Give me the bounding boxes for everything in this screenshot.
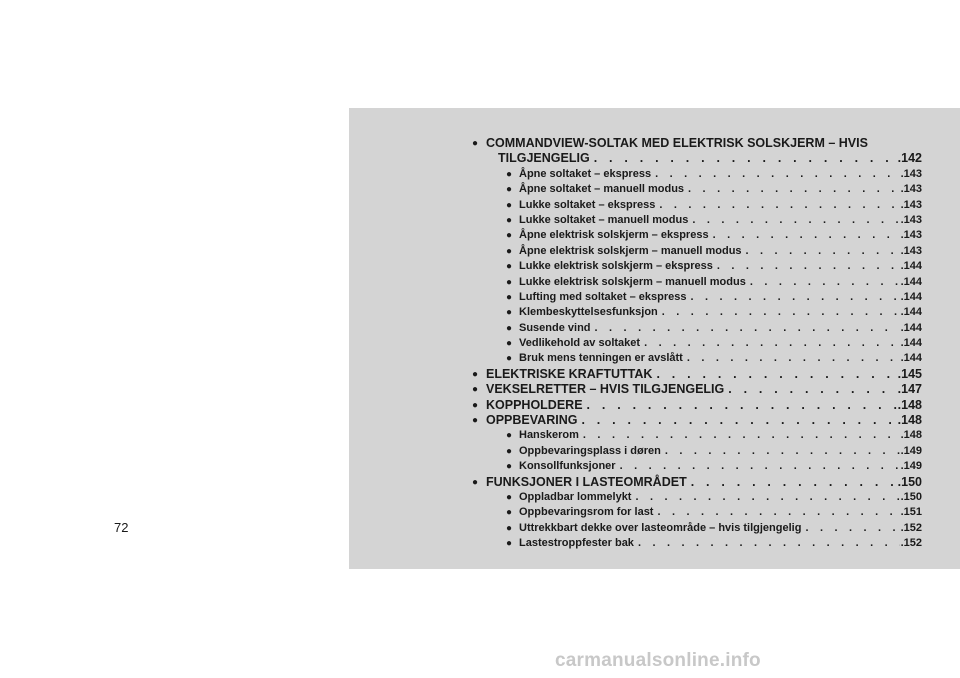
bullet-icon: ● [506, 322, 513, 334]
toc-entry[interactable] [470, 167, 922, 182]
bullet-icon: ● [472, 399, 479, 411]
bullet-icon: ● [506, 353, 513, 365]
bullet-icon: ● [472, 476, 479, 488]
bullet-icon: ● [506, 461, 513, 473]
toc-entry-label: Hanskerom [519, 429, 579, 442]
toc-entry-page: .145 [897, 366, 922, 381]
toc-entry-label: Bruk mens tenningen er avslått [519, 352, 683, 365]
dot-leader [587, 398, 897, 413]
bullet-icon: ● [506, 276, 513, 288]
bullet-icon: ● [506, 445, 513, 457]
bullet-icon: ● [506, 538, 513, 550]
dot-leader [687, 351, 900, 366]
toc-entry-label: Åpne elektrisk solskjerm – ekspress [519, 229, 709, 242]
dot-leader [691, 475, 897, 490]
toc-entry-page: .144 [900, 337, 922, 350]
toc-entry[interactable] [470, 505, 922, 520]
bullet-icon: ● [506, 184, 513, 196]
toc-entry[interactable] [470, 182, 922, 197]
bullet-icon: ● [506, 199, 513, 211]
bullet-icon: ● [506, 492, 513, 503]
toc-entry-page: .148 [897, 413, 922, 428]
dot-leader [656, 367, 896, 382]
bullet-icon: ● [506, 261, 513, 273]
dot-leader [691, 290, 900, 305]
toc-entry[interactable] [470, 336, 922, 351]
toc-entry-label: Lukke elektrisk solskjerm – ekspress [519, 260, 713, 273]
table-of-contents [470, 136, 922, 552]
dot-leader [662, 305, 900, 320]
watermark: carmanualsonline.info [555, 650, 761, 671]
toc-entry-page: .149 [900, 460, 922, 473]
dot-leader [692, 213, 899, 228]
dot-leader [746, 244, 900, 259]
toc-entry[interactable] [470, 398, 922, 413]
toc-entry[interactable] [470, 428, 922, 443]
bullet-icon: ● [506, 291, 513, 303]
toc-entry-page: .144 [900, 352, 922, 365]
toc-entry-page: .148 [897, 397, 922, 412]
dot-leader [659, 198, 899, 213]
toc-entry-page: .144 [900, 260, 922, 273]
page-number: 72 [114, 520, 129, 535]
toc-entry[interactable] [470, 367, 922, 382]
toc-entry[interactable] [470, 382, 922, 397]
dot-leader [717, 259, 900, 274]
toc-entry[interactable] [470, 536, 922, 551]
dot-leader [655, 167, 900, 182]
toc-entry-label-line1: COMMANDVIEW-SOLTAK MED ELEKTRISK SOLSKJERM – HVIS [486, 136, 868, 150]
bullet-icon: ● [506, 214, 513, 226]
dot-leader [583, 428, 900, 443]
toc-entry[interactable] [470, 259, 922, 274]
toc-entry-label: Klembeskyttelsesfunksjon [519, 306, 658, 319]
toc-entry-page: .143 [900, 244, 922, 257]
bullet-icon: ● [472, 384, 479, 396]
toc-entry-label: Vedlikehold av soltaket [519, 337, 641, 350]
dot-leader [638, 536, 900, 551]
toc-entry-label: Åpne soltaket – ekspress [519, 167, 652, 180]
toc-entry-page: .142 [897, 151, 922, 166]
bullet-icon: ● [506, 307, 513, 319]
toc-entry-label: Oppbevaringsrom for last [519, 506, 654, 519]
toc-entry-label: Konsollfunksjoner [519, 460, 616, 473]
dot-leader [620, 459, 900, 474]
dot-leader [594, 151, 897, 166]
toc-entry[interactable] [470, 351, 922, 366]
toc-entry-page: .147 [897, 382, 922, 397]
toc-entry-page: .151 [900, 506, 922, 519]
toc-entry-page: .152 [900, 537, 922, 550]
bullet-icon: ● [472, 138, 479, 149]
dot-leader [688, 182, 900, 197]
dot-leader [805, 521, 899, 536]
toc-entry-label: Susende vind [519, 321, 591, 334]
toc-entry-label: Oppbevaringsplass i døren [519, 444, 661, 457]
toc-entry[interactable] [470, 244, 922, 259]
bullet-icon: ● [506, 430, 513, 442]
toc-entry-page: .148 [900, 429, 922, 442]
toc-entry[interactable] [470, 321, 922, 336]
toc-entry[interactable] [470, 475, 922, 490]
dot-leader [635, 490, 899, 505]
bullet-icon: ● [506, 522, 513, 534]
bullet-icon: ● [506, 168, 513, 180]
dot-leader [581, 413, 896, 428]
toc-entry-label: Lukke soltaket – manuell modus [519, 213, 689, 226]
toc-entry[interactable] [470, 213, 922, 228]
dot-leader [728, 382, 896, 397]
toc-entry[interactable] [470, 413, 922, 428]
toc-entry[interactable] [470, 490, 922, 505]
toc-entry-label: OPPBEVARING [486, 413, 578, 428]
toc-entry-label: Lukke elektrisk solskjerm – manuell modus [519, 275, 746, 288]
toc-entry-label: ELEKTRISKE KRAFTUTTAK [486, 366, 653, 381]
toc-entry[interactable] [470, 305, 922, 320]
toc-entry-label: VEKSELRETTER – HVIS TILGJENGELIG [486, 382, 725, 397]
dot-leader [750, 275, 900, 290]
toc-entry-label-line2: TILGJENGELIG [498, 151, 590, 166]
toc-entry-page: .143 [900, 198, 922, 211]
bullet-icon: ● [506, 230, 513, 242]
toc-entry-page: .152 [900, 521, 922, 534]
toc-entry-page: .144 [900, 275, 922, 288]
dot-leader [713, 228, 900, 243]
toc-entry[interactable] [470, 521, 922, 536]
toc-entry-page: .143 [900, 167, 922, 180]
dot-leader [595, 321, 900, 336]
dot-leader [665, 444, 900, 459]
bullet-icon: ● [472, 368, 479, 380]
toc-entry-label: Oppladbar lommelykt [519, 491, 632, 503]
toc-entry-label: Uttrekkbart dekke over lasteområde – hvis tilgjengelig [519, 521, 802, 534]
toc-entry[interactable] [470, 459, 922, 474]
dot-leader [657, 505, 899, 520]
toc-entry-label: Lukke soltaket – ekspress [519, 198, 656, 211]
toc-entry-label: Lufting med soltaket – ekspress [519, 290, 687, 303]
toc-entry-label: Åpne elektrisk solskjerm – manuell modus [519, 244, 742, 257]
toc-entry-label: FUNKSJONER I LASTEOMRÅDET [486, 474, 687, 489]
toc-entry-page: .144 [900, 306, 922, 319]
toc-entry[interactable] [470, 444, 922, 459]
toc-entry[interactable] [470, 275, 922, 290]
toc-entry[interactable] [470, 228, 922, 243]
toc-entry-label: KOPPHOLDERE [486, 397, 583, 412]
toc-entry-page: .144 [900, 321, 922, 334]
bullet-icon: ● [506, 338, 513, 350]
bullet-icon: ● [506, 245, 513, 257]
bullet-icon: ● [472, 415, 479, 427]
toc-entry-page: .143 [900, 183, 922, 196]
toc-entry-commandview-soltak[interactable] [470, 136, 922, 167]
toc-entry-page: .150 [897, 474, 922, 489]
toc-entry-label: Lastestroppfester bak [519, 537, 634, 550]
toc-entry[interactable] [470, 198, 922, 213]
toc-entry-page: .144 [900, 290, 922, 303]
toc-entry-page: .143 [900, 213, 922, 226]
bullet-icon: ● [506, 507, 513, 519]
dot-leader [644, 336, 900, 351]
toc-entry-page: .150 [900, 491, 922, 503]
toc-entry[interactable] [470, 290, 922, 305]
toc-entry-page: .143 [900, 229, 922, 242]
toc-entry-label: Åpne soltaket – manuell modus [519, 183, 685, 196]
toc-entry-page: .149 [900, 444, 922, 457]
